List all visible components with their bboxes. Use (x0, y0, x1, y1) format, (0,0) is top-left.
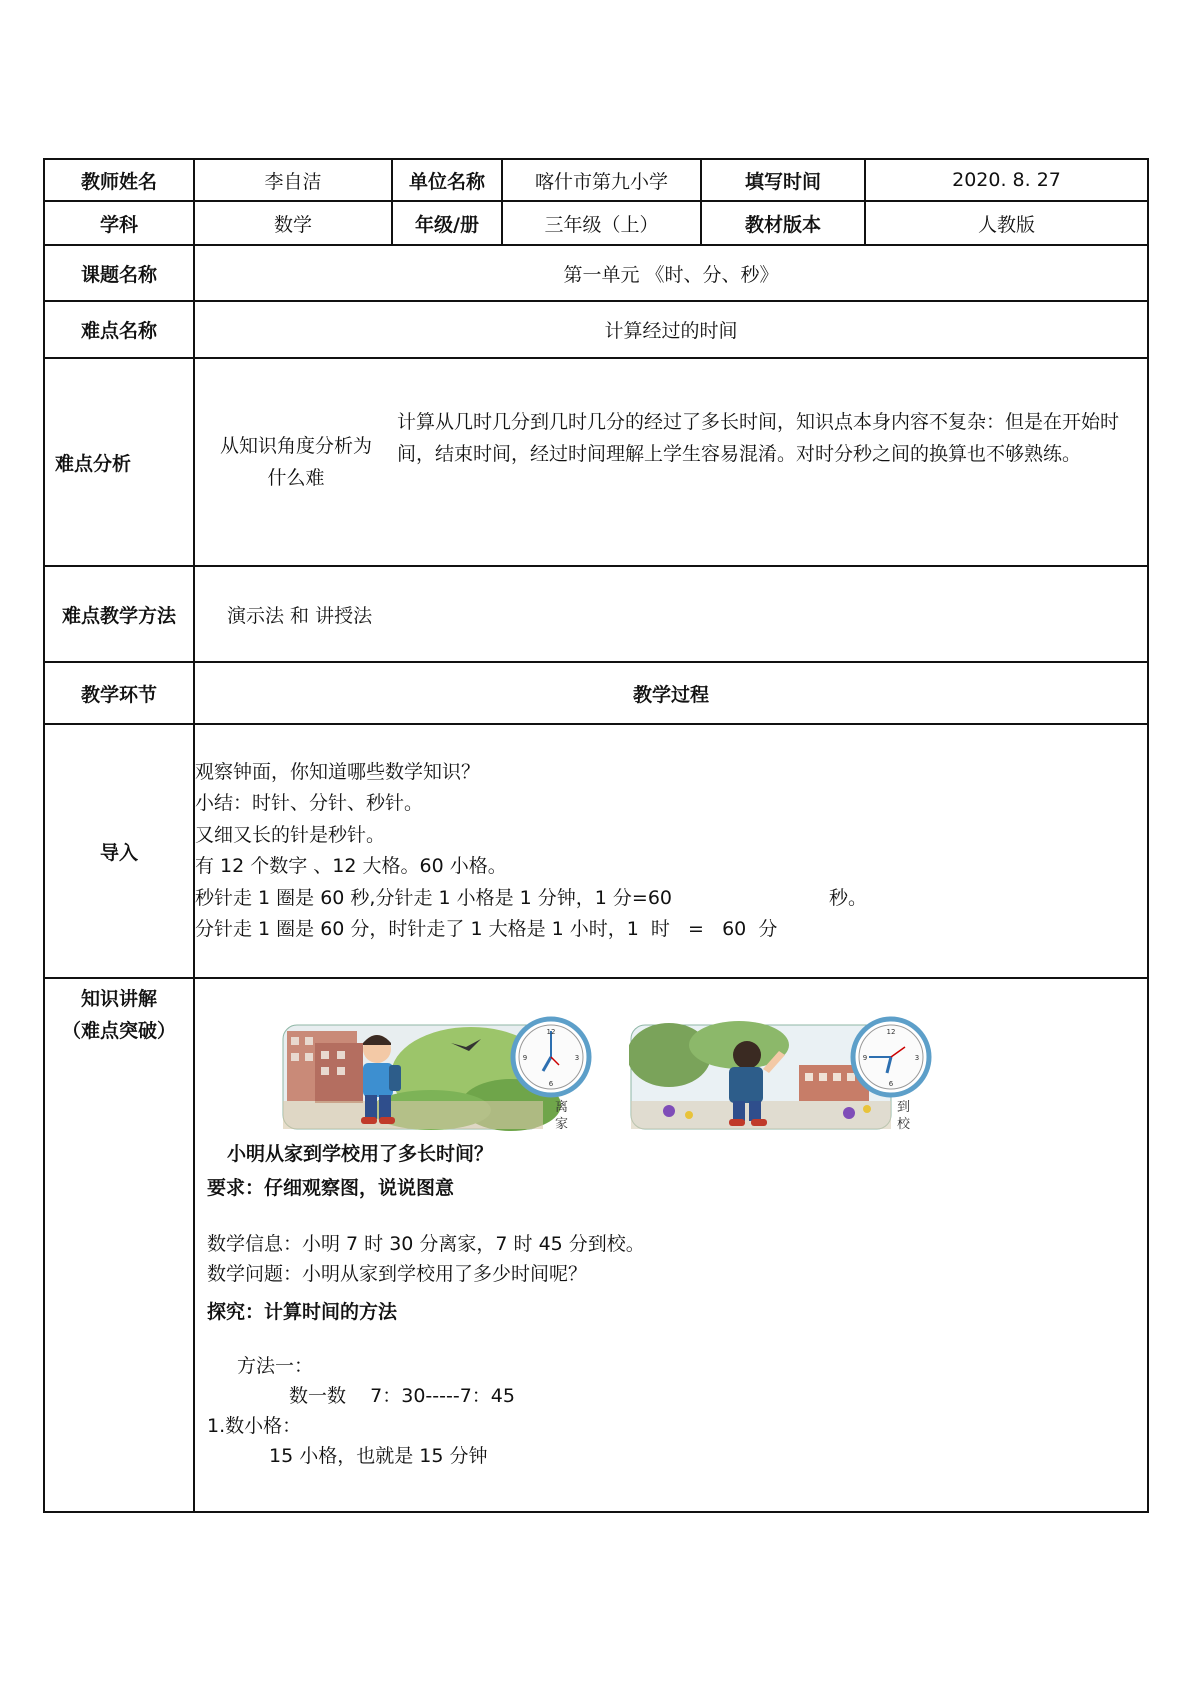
method1-label: 方法一： (237, 1355, 314, 1377)
unit-label: 单位名称 (392, 159, 502, 201)
teacher-label: 教师姓名 (44, 159, 194, 201)
intro-line: 又细又长的针是秒针。 (195, 823, 386, 846)
date-label: 填写时间 (701, 159, 865, 201)
svg-text:6: 6 (548, 1080, 554, 1088)
leaving-home-caption: 离家 (555, 1100, 569, 1132)
intro-line: 秒针走 1 圈是 60 秒,分针走 1 小格是 1 分钟，1 分=60 秒。 (195, 886, 868, 909)
knowledge-label-line1: 知识讲解 (80, 988, 157, 1010)
difficulty-label: 难点名称 (44, 301, 194, 358)
analysis-why-label (195, 360, 397, 564)
step1-detail: 15 小格，也就是 15 分钟 (269, 1445, 488, 1467)
knowledge-content (194, 978, 1148, 1512)
svg-text:12: 12 (546, 1028, 556, 1036)
process-value: 教学过程 (194, 662, 1148, 724)
analysis-why-text: 从知识角度分析为什么难 (219, 435, 372, 489)
analysis-label: 难点分析 (44, 358, 194, 566)
teacher-value: 李自洁 (194, 159, 392, 201)
analysis-text-body: 计算从几时几分到几时几分的经过了多长时间，知识点本身内容不复杂：但是在开始时间，结束时间，经过时间理解上学生容易混淆。对时分秒之间的换算也不够熟练。 (397, 411, 1120, 465)
question-text: 小明从家到学校用了多长时间？ (227, 1143, 494, 1165)
knowledge-label (44, 978, 194, 1512)
explore-heading: 探究：计算时间的方法 (207, 1301, 398, 1323)
svg-text:3: 3 (574, 1054, 580, 1062)
method-value: 演示法 和 讲授法 (194, 566, 1148, 662)
intro-content (194, 724, 1148, 978)
step1-label: 1.数小格： (207, 1415, 302, 1437)
analysis-inner (195, 360, 1147, 564)
svg-text:12: 12 (886, 1028, 896, 1036)
analysis-cell (194, 358, 1148, 566)
svg-text:9: 9 (862, 1054, 868, 1062)
svg-text:3: 3 (914, 1054, 920, 1062)
method-label: 难点教学方法 (44, 566, 194, 662)
count-text: 数一数 7：30-----7：45 (289, 1385, 515, 1407)
math-problem-text: 数学问题：小明从家到学校用了多少时间呢？ (207, 1263, 588, 1285)
arriving-school-caption: 到校 (897, 1100, 911, 1132)
subject-value: 数学 (194, 201, 392, 245)
knowledge-label-line2: （难点突破） (61, 1020, 176, 1042)
grade-label: 年级/册 (392, 201, 502, 245)
requirement-heading: 要求：仔细观察图，说说图意 (207, 1177, 455, 1199)
edition-value: 人教版 (865, 201, 1148, 245)
unit-value: 喀什市第九小学 (502, 159, 701, 201)
intro-line: 观察钟面，你知道哪些数学知识？ (195, 760, 481, 783)
svg-text:6: 6 (888, 1080, 894, 1088)
topic-label: 课题名称 (44, 245, 194, 301)
difficulty-value: 计算经过的时间 (194, 301, 1148, 358)
intro-line: 小结：时针、分针、秒针。 (195, 792, 424, 814)
intro-label: 导入 (44, 724, 194, 978)
edition-label: 教材版本 (701, 201, 865, 245)
svg-text:9: 9 (522, 1054, 528, 1062)
intro-line: 分针走 1 圈是 60 分，时针走了 1 大格是 1 小时，1 时 = 60 分 (195, 918, 778, 940)
intro-line: 有 12 个数字 、12 大格。60 小格。 (195, 855, 507, 877)
analysis-text (397, 360, 1147, 564)
grade-value: 三年级（上） (502, 201, 701, 245)
topic-value: 第一单元 《时、分、秒》 (194, 245, 1148, 301)
math-info-text: 数学信息：小明 7 时 30 分离家，7 时 45 分到校。 (207, 1233, 645, 1255)
subject-label: 学科 (44, 201, 194, 245)
date-value: 2020. 8. 27 (865, 159, 1148, 201)
lesson-plan-table (43, 158, 1149, 1513)
process-label: 教学环节 (44, 662, 194, 724)
